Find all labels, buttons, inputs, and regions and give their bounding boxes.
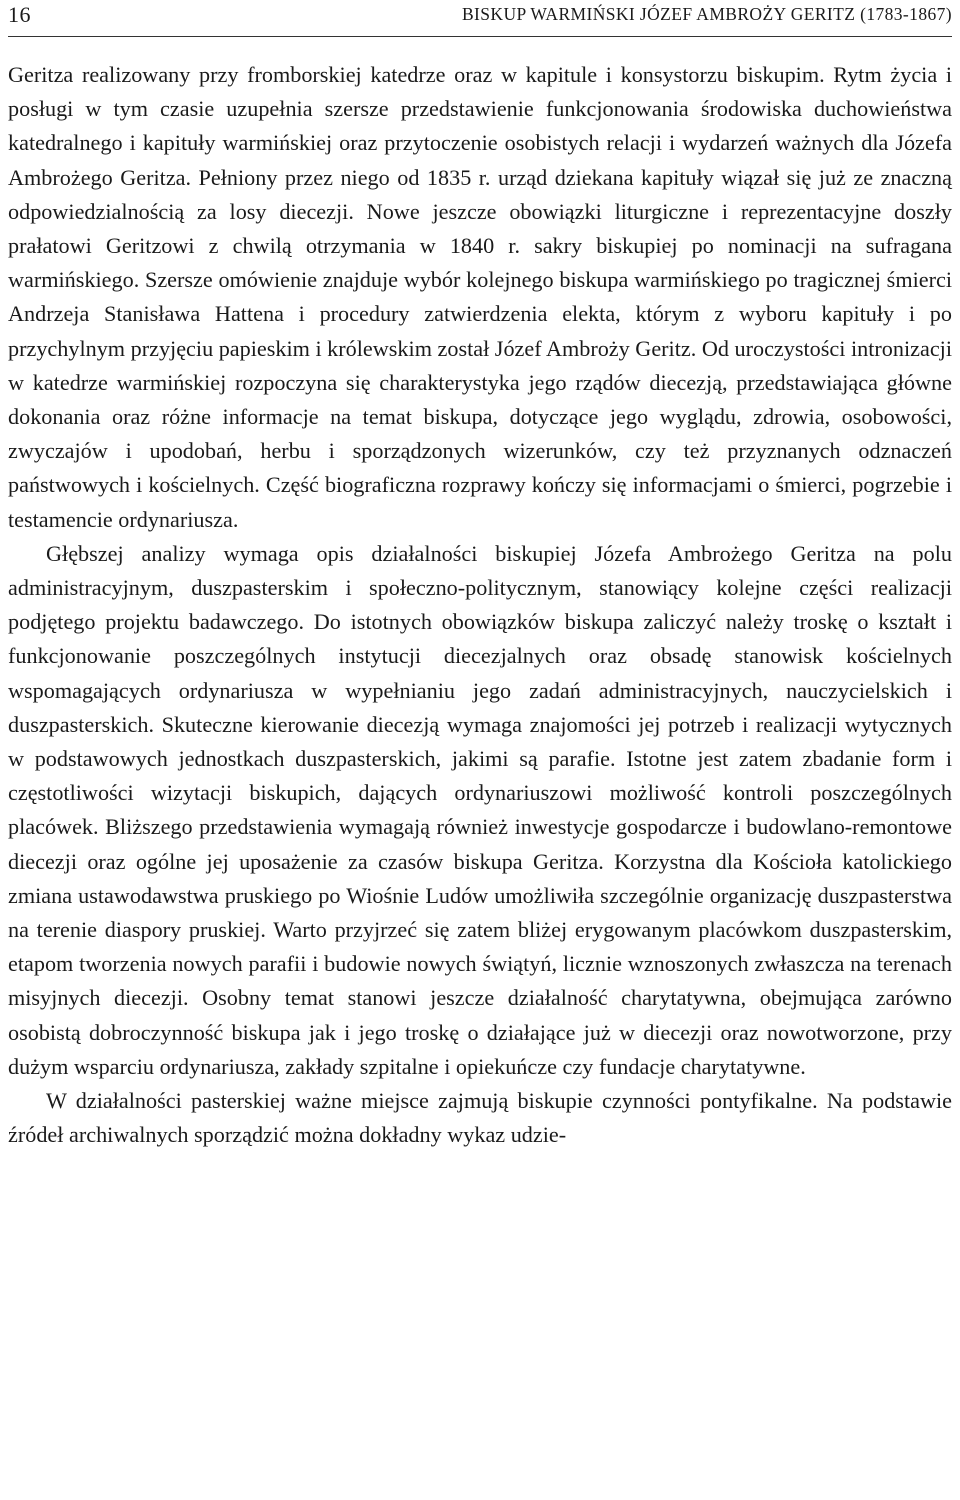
body-text [8, 58, 952, 1153]
paragraph-1: Geritza realizowany przy fromborskiej katedrze oraz w kapitule i konsystorzu biskupim. Rytm życia i posługi w tym czasie uzupełnia szersze przedstawienie funkcjonowania środowiska duchowieństwa katedralnego i kapituły warmińskiej oraz przytoczenie osobistych relacji i wydarzeń ważnych dla Józefa Ambrożego Geritza. Pełniony przez niego od 1835 r. urząd dziekana kapituły wiązał się już ze znaczną odpowiedzialnością za losy diecezji. Nowe jeszcze obowiązki liturgiczne i reprezentacyjne doszły prałatowi Geritzowi z chwilą otrzymania w 1840 r. sakry biskupiej po nominacji na sufragana warmińskiego. Szersze omówienie znajduje wybór kolejnego biskupa warmińskiego po tragicznej śmierci Andrzeja Stanisława Hattena i procedury zatwierdzenia elekta, którym z wyboru kapituły i po przychylnym przyjęciu papieskim i królewskim został Józef Ambroży Geritz. Od uroczystości intronizacji w katedrze warmińskiej rozpoczyna się charakterystyka jego rządów diecezją, przedstawiająca główne dokonania oraz różne informacje na temat biskupa, dotyczące jego wyglądu, zdrowia, osobowości, zwyczajów i upodobań, herbu i sporządzonych wizerunków, czy też przyznanych odznaczeń państwowych i kościelnych. Część biograficzna rozprawy kończy się informacjami o śmierci, pogrzebie i testamencie ordynariusza. [8, 62, 952, 532]
paragraph-2: Głębszej analizy wymaga opis działalności biskupiej Józefa Ambrożego Geritza na polu administracyjnym, duszpasterskim i społeczno-politycznym, stanowiący kolejne części realizacji podjętego projektu badawczego. Do istotnych obowiązków biskupa zaliczyć należy troskę o kształt i funkcjonowanie poszczególnych instytucji diecezjalnych oraz obsadę stanowisk kościelnych wspomagających ordynariusza w wypełnianiu jego zadań administracyjnych, nauczycielskich i duszpasterskich. Skuteczne kierowanie diecezją wymaga znajomości jej potrzeb i realizacji wytycznych w podstawowych jednostkach duszpasterskich, jakimi są parafie. Istotne jest zatem zbadanie form i częstotliwości wizytacji biskupich, dających ordynariuszowi możliwość kontroli poszczególnych placówek. Bliższego przedstawienia wymagają również inwestycje gospodarcze i budowlano-remontowe diecezji oraz ogólne jej uposażenie za czasów biskupa Geritza. Korzystna dla Kościoła katolickiego zmiana ustawodawstwa pruskiego po Wiośnie Ludów umożliwiła szczególnie organizację duszpasterstwa na terenie diaspory pruskiej. Warto przyjrzeć się zatem bliżej erygowanym placówkom duszpasterskim, etapom tworzenia nowych parafii i budowie nowych świątyń, licznie wznoszonych zwłaszcza na terenach misyjnych diecezji. Osobny temat stanowi jeszcze działalność charytatywna, obejmująca zarówno osobistą dobroczynność biskupa jak i jego troskę o działające już w diecezji oraz nowotworzone, przy dużym wsparciu ordynariusza, zakłady szpitalne i opiekuńcze czy fundacje charytatywne. [8, 540, 952, 1079]
page-number: 16 [8, 2, 31, 27]
running-head [8, 0, 952, 37]
paragraph-3: W działalności pasterskiej ważne miejsce zajmują biskupie czynności pontyfikalne. Na podstawie źródeł archiwalnych sporządzić można dokładny wykaz udzie- [8, 1088, 952, 1148]
running-title: BISKUP WARMIŃSKI JÓZEF AMBROŻY GERITZ (1783-1867) [461, 4, 952, 24]
